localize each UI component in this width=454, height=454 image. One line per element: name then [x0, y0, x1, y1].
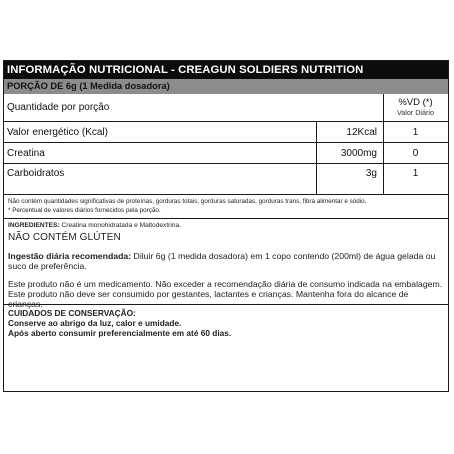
- vd-sublabel: Valor Diário: [396, 107, 434, 117]
- row-name: Valor energético (Kcal): [4, 122, 317, 142]
- warning-text: Este produto não é um medicamento. Não exceder a recomendação diária de consumo indicada na embalagem. Este produto não deve ser consumido por gestantes, lactantes e crianças. Mantenha fora do alcance de crianças.: [8, 279, 443, 310]
- serving-size: PORÇÃO DE 6g (1 Medida dosadora): [4, 79, 448, 94]
- storage-line: Após aberto consumir preferencialmente em até 60 dias.: [8, 328, 232, 338]
- ingredients-label: INGREDIENTES:: [8, 222, 60, 229]
- storage-line: Conserve ao abrigo da luz, calor e umidade.: [8, 318, 182, 328]
- vd-label: %VD (*): [398, 97, 433, 109]
- daily-intake-text: Diluir 6g (1 medida dosadora) em 1 copo contendo (200ml) de água gelada ou suco de preferência.: [8, 251, 436, 272]
- nutrition-panel: [3, 60, 449, 392]
- row-name: Creatina: [4, 143, 317, 163]
- divider: [4, 218, 448, 219]
- daily-intake-label: Ingestão diária recomendada:: [8, 251, 132, 261]
- table-row: [4, 164, 448, 195]
- row-vd: 0: [412, 147, 419, 159]
- gluten-notice: NÃO CONTÉM GLÚTEN: [8, 232, 121, 243]
- daily-intake: [8, 251, 444, 271]
- ingredients-value: Creatina monohidratada e Maltodextrina.: [61, 222, 181, 229]
- header-amount-column: [317, 94, 384, 121]
- row-vd: 1: [412, 126, 419, 138]
- storage-title: CUIDADOS DE CONSERVAÇÃO:: [8, 308, 136, 318]
- row-amount: 12Kcal: [317, 122, 384, 142]
- storage-section: [8, 308, 444, 338]
- footnote-vd: * Percentual de valores diários fornecidos pela porção.: [8, 207, 161, 214]
- table-header: [4, 94, 448, 122]
- divider: [4, 304, 448, 305]
- header-vd: [384, 94, 447, 121]
- table-row: [4, 143, 448, 164]
- row-amount: 3g: [317, 164, 384, 194]
- table-row: [4, 122, 448, 143]
- row-vd: 1: [412, 168, 419, 179]
- row-name: Carboidratos: [4, 164, 317, 194]
- row-amount: 3000mg: [317, 143, 384, 163]
- header-label: Quantidade por porção: [7, 102, 110, 113]
- ingredients: [8, 222, 444, 229]
- footnote-nutrients: Não contém quantidades significativas de proteínas, gorduras totais, gorduras saturadas, gorduras trans, fibra alimentar e sódio.: [8, 198, 367, 205]
- panel-title: INFORMAÇÃO NUTRICIONAL - CREAGUN SOLDIERS NUTRITION: [4, 61, 448, 79]
